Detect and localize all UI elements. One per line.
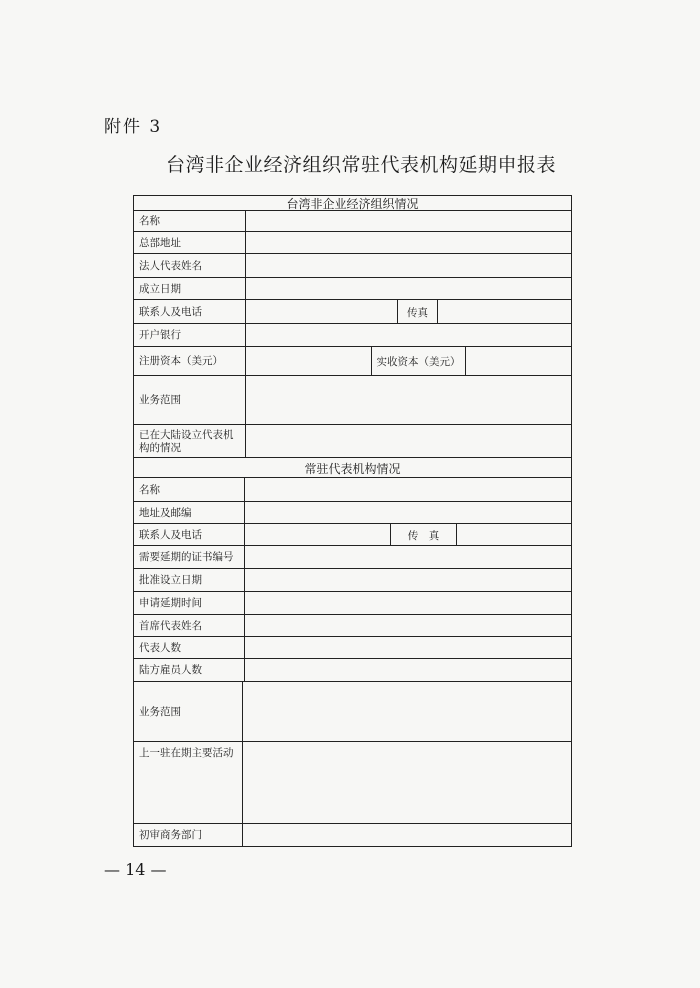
section2-header [134, 457, 571, 478]
s1-founded-row [134, 277, 571, 300]
s1-founded-label: 成立日期 [139, 282, 181, 295]
s1-name-row [134, 210, 571, 232]
page-number: — 14 — [104, 860, 167, 879]
s2-extension-row [134, 591, 571, 615]
s2-contact-row [134, 523, 571, 546]
s2-extension-label: 申请延期时间 [139, 597, 202, 609]
s1-reg-capital-field[interactable] [245, 347, 371, 376]
s2-chief-rep-row [134, 614, 571, 637]
s2-chief-rep-field[interactable] [244, 615, 571, 637]
s1-hq-address-row [134, 231, 571, 254]
s1-legal-rep-field[interactable] [245, 254, 571, 278]
s2-rep-count-row [134, 636, 571, 659]
s1-capital-row [134, 346, 571, 376]
s1-hq-address-label: 总部地址 [139, 236, 181, 249]
s1-name-field[interactable] [245, 211, 571, 232]
s2-fax-field[interactable] [456, 524, 571, 546]
s1-business-scope-field[interactable] [245, 376, 571, 425]
s2-chief-rep-label: 首席代表姓名 [139, 619, 202, 632]
s1-mainland-offices-label: 已在大陆设立代表机构的情况 [139, 428, 234, 454]
s2-reviewing-dept-field[interactable] [242, 824, 571, 847]
s2-business-scope-field[interactable] [242, 682, 571, 742]
s2-fax-label: 传 真 [390, 524, 456, 546]
s2-local-staff-label: 陆方雇员人数 [139, 664, 202, 676]
section1-title: 台湾非企业经济组织情况 [286, 196, 419, 211]
attachment-label: 附件 3 [104, 117, 163, 137]
s2-last-activities-row [134, 741, 571, 824]
s1-bank-row [134, 323, 571, 347]
s2-certificate-row [134, 545, 571, 569]
s2-approval-row [134, 568, 571, 592]
s1-bank-field[interactable] [245, 324, 571, 347]
s1-contact-field[interactable] [245, 300, 397, 324]
s2-rep-count-label: 代表人数 [139, 641, 181, 654]
s1-paid-capital-field[interactable] [465, 347, 571, 376]
s2-contact-field[interactable] [244, 524, 390, 546]
s2-business-scope-row [134, 681, 571, 742]
s1-hq-address-field[interactable] [245, 232, 571, 254]
s2-address-label: 地址及邮编 [139, 506, 192, 519]
s2-last-activities-label: 上一驻在期主要活动 [139, 747, 234, 759]
s2-contact-label: 联系人及电话 [139, 528, 202, 541]
s2-last-activities-field[interactable] [242, 742, 571, 824]
s2-address-row [134, 501, 571, 524]
s2-address-field[interactable] [244, 502, 571, 524]
s2-name-label: 名称 [139, 483, 160, 496]
s1-business-scope-label: 业务范围 [139, 394, 181, 406]
s2-name-row [134, 477, 571, 502]
s1-fax-label: 传真 [397, 300, 437, 324]
s1-contact-row [134, 299, 571, 324]
s2-certificate-field[interactable] [244, 546, 571, 569]
s1-contact-label: 联系人及电话 [139, 305, 202, 318]
document-title: 台湾非企业经济组织常驻代表机构延期申报表 [165, 154, 556, 176]
s2-reviewing-dept-row [134, 823, 571, 847]
s1-legal-rep-row [134, 253, 571, 278]
s2-local-staff-field[interactable] [244, 659, 571, 682]
s1-paid-capital-label: 实收资本（美元） [371, 347, 465, 376]
s1-bank-label: 开户银行 [139, 329, 181, 341]
s2-approval-field[interactable] [244, 569, 571, 592]
s1-legal-rep-label: 法人代表姓名 [139, 259, 202, 272]
s1-fax-field[interactable] [437, 300, 571, 324]
s1-founded-field[interactable] [245, 278, 571, 300]
s1-mainland-offices-row [134, 424, 571, 458]
s2-approval-label: 批准设立日期 [139, 574, 202, 586]
s2-name-field[interactable] [244, 478, 571, 502]
s1-mainland-offices-field[interactable] [245, 425, 571, 458]
s2-reviewing-dept-label: 初审商务部门 [139, 829, 202, 841]
section1-header [134, 196, 571, 210]
s2-certificate-label: 需要延期的证书编号 [139, 551, 234, 563]
s2-business-scope-label: 业务范围 [139, 705, 181, 718]
s1-business-scope-row [134, 375, 571, 425]
s2-extension-field[interactable] [244, 592, 571, 615]
s1-name-label: 名称 [139, 215, 160, 227]
s1-reg-capital-label: 注册资本（美元） [139, 355, 223, 367]
s2-local-staff-row [134, 658, 571, 682]
s2-rep-count-field[interactable] [244, 637, 571, 659]
application-form [133, 195, 572, 847]
section2-title: 常驻代表机构情况 [304, 461, 401, 476]
